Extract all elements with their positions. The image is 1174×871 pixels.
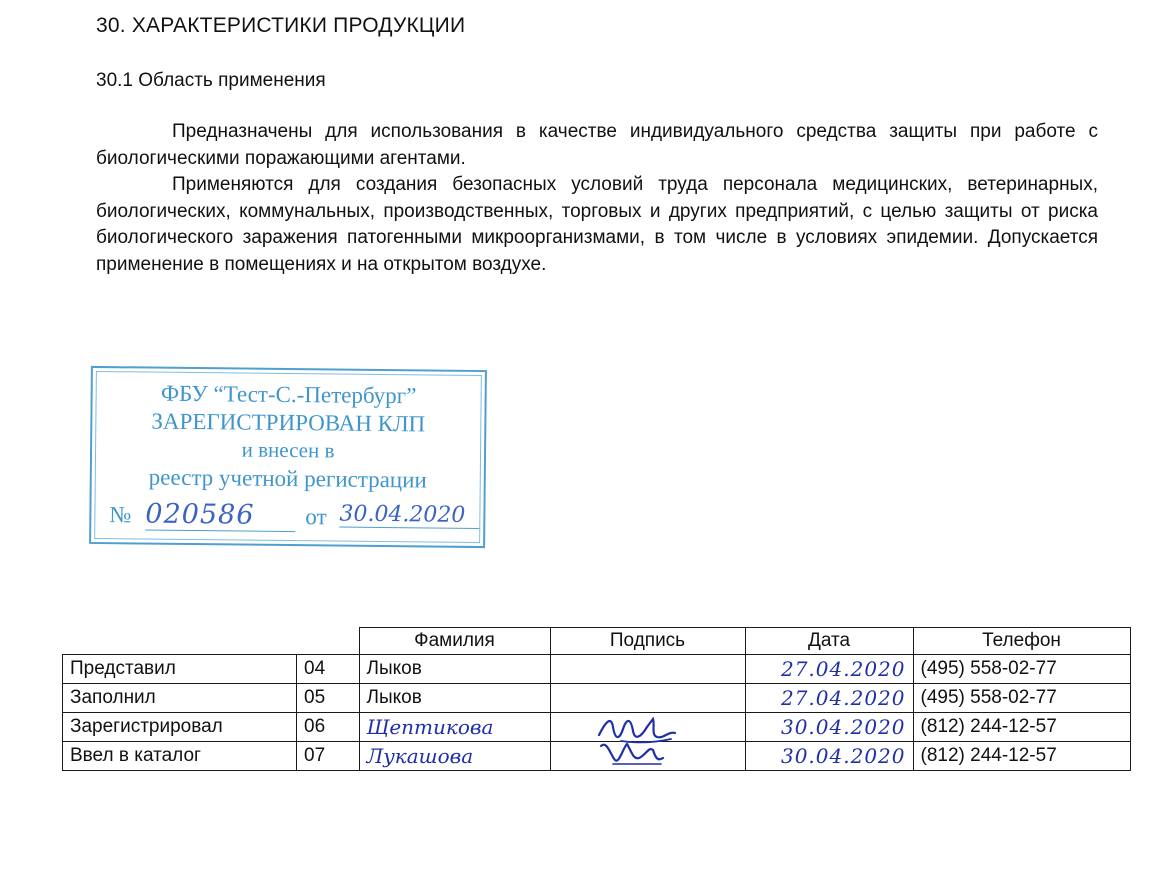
row-phone: (812) 244-12-57 (913, 742, 1130, 771)
stamp-entered: и внесен в (241, 437, 335, 463)
header-surname: Фамилия (359, 628, 550, 655)
row-phone: (495) 558-02-77 (913, 684, 1130, 713)
row-code: 07 (297, 742, 360, 771)
stamp-registration-row (109, 498, 479, 536)
row-surname: Щептикова (359, 713, 550, 742)
stamp-date-label: от (305, 504, 327, 530)
header-phone: Телефон (913, 628, 1130, 655)
row-role: Зарегистрировал (63, 713, 297, 742)
table-row (63, 742, 1131, 771)
row-signature (550, 655, 745, 684)
row-date: 27.04.2020 (745, 684, 913, 713)
stamp-number-value: 020586 (145, 499, 295, 533)
row-surname: Лыков (359, 684, 550, 713)
header-signature: Подпись (550, 628, 745, 655)
subsection-heading: 30.1 Область применения (96, 70, 326, 91)
table-row (63, 655, 1131, 684)
row-surname: Лукашова (359, 742, 550, 771)
handwritten-signature-icon (591, 734, 681, 770)
row-code: 06 (297, 713, 360, 742)
table-header-row (63, 628, 1131, 655)
row-surname: Лыков (359, 655, 550, 684)
row-date: 30.04.2020 (745, 742, 913, 771)
paragraph-purpose: Предназначены для использования в качестве индивидуального средства защиты при работе с биологическими поражающими агентами. (96, 121, 1098, 169)
registration-table (62, 627, 1131, 771)
row-role: Ввел в каталог (63, 742, 297, 771)
row-phone: (495) 558-02-77 (913, 655, 1130, 684)
row-signature (550, 742, 745, 771)
section-heading: 30. ХАРАКТЕРИСТИКИ ПРОДУКЦИИ (96, 14, 466, 37)
paragraph-usage: Применяются для создания безопасных условий труда персонала медицинских, ветеринарных, биологических, коммунальных, производственных, торговых и других предприятий, с целью защиты от риска биологического заражения патогенными микроорганизмами, в том числе в условиях эпидемии. Допускается применение в помещениях и на открытом воздухе. (96, 174, 1098, 275)
application-description (96, 119, 1098, 278)
row-date: 30.04.2020 (745, 713, 913, 742)
header-date: Дата (745, 628, 913, 655)
row-phone: (812) 244-12-57 (913, 713, 1130, 742)
registration-stamp (89, 366, 487, 548)
stamp-organization: ФБУ “Тест-С.-Петербург” (160, 380, 417, 409)
row-code: 04 (297, 655, 360, 684)
row-role: Представил (63, 655, 297, 684)
stamp-date-value: 30.04.2020 (339, 502, 479, 529)
row-role: Заполнил (63, 684, 297, 713)
row-code: 05 (297, 684, 360, 713)
stamp-registry: реестр учетной регистрации (148, 464, 427, 493)
stamp-number-label: № (109, 502, 132, 528)
stamp-registered: ЗАРЕГИСТРИРОВАН КЛП (151, 408, 426, 437)
row-date: 27.04.2020 (745, 655, 913, 684)
